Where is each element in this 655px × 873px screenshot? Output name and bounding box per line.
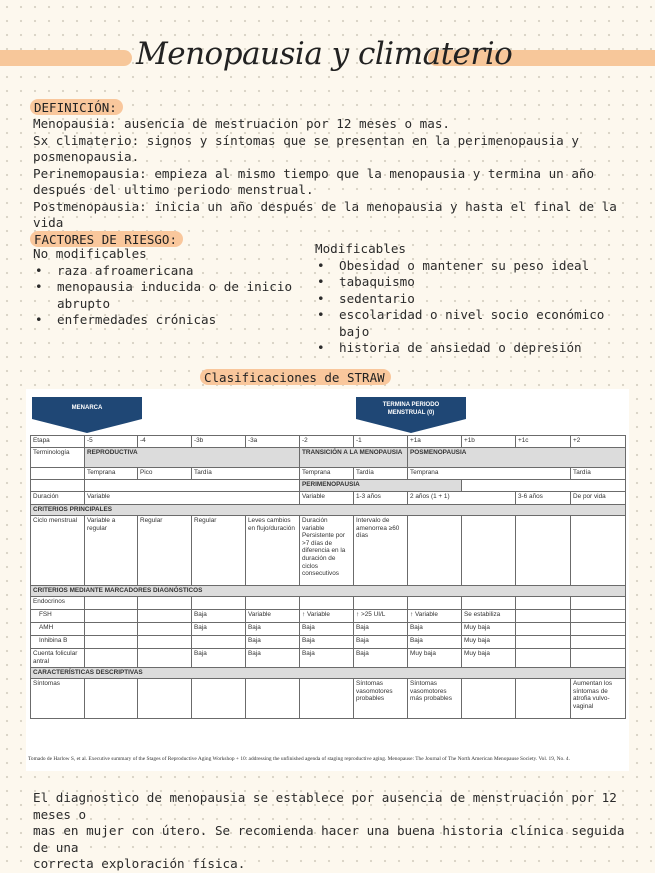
title-bar-left xyxy=(0,50,132,66)
conclusion-line: mas en mujer con útero. Se recomienda hacer una buena historia clínica seguida de una xyxy=(33,823,625,855)
cell-reproductiva: REPRODUCTIVA xyxy=(85,448,300,468)
banner-menarca: MENARCA xyxy=(32,397,142,419)
cell-empty xyxy=(85,480,300,492)
table-row-etapa xyxy=(31,436,626,448)
cell-baja: Baja xyxy=(246,649,300,668)
cell-etapa: -2 xyxy=(300,436,354,448)
no-modificables-label: No modificables xyxy=(33,246,147,261)
cell-terminologia-label: Terminología xyxy=(31,448,85,468)
table-row-fsh xyxy=(31,610,626,623)
table-row-section xyxy=(31,586,626,597)
cell-baja: Baja xyxy=(246,636,300,649)
cell-empty xyxy=(31,468,85,480)
banner-termina-periodo xyxy=(356,397,466,419)
definicion-line: después del ultimo periodo menstrual. xyxy=(33,182,314,197)
section-caracteristicas: CARACTERÍSTICAS DESCRIPTIVAS xyxy=(31,668,626,679)
modificables-block xyxy=(315,241,635,357)
definicion-line: Menopausia: ausencia de mestruacion por 12 meses o mas. xyxy=(33,116,451,131)
no-modificables-list-2 xyxy=(33,312,303,329)
cell-variable: Variable xyxy=(246,610,300,623)
list-item: • sedentario xyxy=(315,291,635,308)
cell-etapa-label: Etapa xyxy=(31,436,85,448)
cell-muy-baja: Muy baja xyxy=(462,649,516,668)
banner-right-arrow xyxy=(356,419,466,433)
cell-baja: Baja xyxy=(246,623,300,636)
cell-duracion-label: Duración xyxy=(31,492,85,505)
definicion-line: posmenopausia. xyxy=(33,149,140,164)
cell-empty xyxy=(571,516,626,586)
cell-transicion: TRANSICIÓN A LA MENOPAUSIA xyxy=(300,448,408,468)
cell-cuenta-label: Cuenta folicular antral xyxy=(31,649,85,668)
conclusion-line: El diagnostico de menopausia se establece por ausencia de menstruación por 12 meses o xyxy=(33,790,617,822)
cell-sintomas-3: Aumentan los síntomas de atrofia vulvo-vaginal xyxy=(571,679,626,719)
no-modificables-block xyxy=(33,246,303,329)
cell-etapa: -4 xyxy=(138,436,192,448)
cell-etapa: +2 xyxy=(571,436,626,448)
table-row-duracion xyxy=(31,492,626,505)
cell-inhibina-label: Inhibina B xyxy=(31,636,85,649)
cell-pico: Pico xyxy=(138,468,192,480)
table-row-perimenopausia xyxy=(31,480,626,492)
cell-sintomas-label: Síntomas xyxy=(31,679,85,719)
title-banner xyxy=(0,34,655,84)
table-row-endocrinos xyxy=(31,597,626,610)
banner-right-line-2: MENSTRUAL (0) xyxy=(387,410,435,416)
section-criterios-marcadores: CRITERIOS MEDIANTE MARCADORES DIAGNÓSTICOS xyxy=(31,586,626,597)
banner-right-line-1: TERMINA PERIODO xyxy=(382,402,440,408)
cell-up-variable: ↑ Variable xyxy=(300,610,354,623)
cell-endocrinos: Endocrinos xyxy=(31,597,85,610)
cell-muy-baja: Muy baja xyxy=(408,649,462,668)
cell-etapa: +1c xyxy=(516,436,571,448)
straw-table-figure xyxy=(26,389,629,771)
cell-sintomas-1: Síntomas vasomotores probables xyxy=(354,679,408,719)
cell-empty xyxy=(408,516,462,586)
cell-tardia: Tardía xyxy=(571,468,626,480)
cell-etapa: +1b xyxy=(462,436,516,448)
cell-etapa: -3a xyxy=(246,436,300,448)
cell-muy-baja: Muy baja xyxy=(462,623,516,636)
banner-left-arrow xyxy=(32,419,142,433)
straw-heading: Clasificaciones de STRAW xyxy=(200,369,391,385)
cell-sintomas-2: Síntomas vasomotores más probables xyxy=(408,679,462,719)
riesgo-heading: FACTORES DE RIESGO: xyxy=(30,231,183,247)
cell-leves: Leves cambios en flujo/duración xyxy=(246,516,300,586)
list-item: • enfermedades crónicas xyxy=(33,312,303,329)
table-row-section xyxy=(31,505,626,516)
section-criterios-principales: CRITERIOS PRINCIPALES xyxy=(31,505,626,516)
list-item-continuation: abrupto xyxy=(57,295,111,311)
banner-arrows xyxy=(26,389,629,439)
cell-baja: Baja xyxy=(408,636,462,649)
cell-regular: Regular xyxy=(138,516,192,586)
cell-baja: Baja xyxy=(192,623,246,636)
table-row-subterm xyxy=(31,468,626,480)
cell-etapa: +1a xyxy=(408,436,462,448)
list-item: • menopausia inducida o de inicio xyxy=(33,279,303,296)
cell-intervalo: Intervalo de amenorrea ≥60 días xyxy=(354,516,408,586)
cell-baja: Baja xyxy=(354,636,408,649)
cell-perimenopausia: PERIMENOPAUSIA xyxy=(300,480,462,492)
cell-posmenopausia: POSMENOPAUSIA xyxy=(408,448,626,468)
table-row-terminologia xyxy=(31,448,626,468)
cell-regular: Regular xyxy=(192,516,246,586)
cell-ciclo-label: Ciclo menstrual xyxy=(31,516,85,586)
table-row-cuenta xyxy=(31,649,626,668)
conclusion-text xyxy=(33,790,633,873)
definicion-line: Postmenopausia: inicia un año después de la menopausia y hasta el final de la vida xyxy=(33,198,617,230)
conclusion-line: correcta exploración física. xyxy=(33,856,246,871)
cell-variable: Variable xyxy=(85,492,300,505)
citation: Tomado de Harlow S, et al. Executive summary of the Stages of Reproductive Aging Workshop + 10: addressing the unfinished agenda of staging reproductive aging. Menopause: The Journal of The North American Menopause Society. Vol. 19, No. 4. xyxy=(28,756,570,762)
modificables-list xyxy=(315,258,635,357)
modificables-label: Modificables xyxy=(315,241,406,256)
cell-baja: Baja xyxy=(300,636,354,649)
cell-ciclo: Variable a regular xyxy=(85,516,138,586)
list-item: • escolaridad o nivel socio económico bajo xyxy=(315,307,635,340)
page-title: Menopausia y climaterio xyxy=(136,36,513,72)
cell-baja: Baja xyxy=(300,623,354,636)
straw-table xyxy=(30,435,626,719)
cell-empty xyxy=(516,516,571,586)
definicion-text xyxy=(33,116,633,232)
cell-baja: Baja xyxy=(300,649,354,668)
definicion-line: Sx climaterio: signos y síntomas que se presentan en la perimenopausia y xyxy=(33,132,579,148)
cell-d2: 2 años (1 + 1) xyxy=(408,492,516,505)
cell-baja: Baja xyxy=(408,623,462,636)
table-row-amh xyxy=(31,623,626,636)
cell-amh-label: AMH xyxy=(31,623,85,636)
cell-empty xyxy=(462,480,626,492)
definicion-heading: DEFINICIÓN: xyxy=(30,99,123,115)
cell-d36: 3-6 años xyxy=(516,492,571,505)
cell-etapa: -5 xyxy=(85,436,138,448)
cell-fsh-label: FSH xyxy=(31,610,85,623)
cell-temprana: Temprana xyxy=(85,468,138,480)
cell-dvida: De por vida xyxy=(571,492,626,505)
cell-etapa: -3b xyxy=(192,436,246,448)
cell-variable: Variable xyxy=(300,492,354,505)
cell-duracion-variable: Duración variable Persistente por >7 días de diferencia en la duración de ciclos consecutivos xyxy=(300,516,354,586)
cell-empty xyxy=(462,516,516,586)
table-row-inhibina xyxy=(31,636,626,649)
cell-muy-baja: Muy baja xyxy=(462,636,516,649)
cell-up-25: ↑ >25 UI/L xyxy=(354,610,408,623)
table-row-ciclo xyxy=(31,516,626,586)
list-item: • historia de ansiedad o depresión xyxy=(315,340,635,357)
cell-etapa: -1 xyxy=(354,436,408,448)
list-item: • tabaquismo xyxy=(315,274,635,291)
table-row-sintomas xyxy=(31,679,626,719)
list-item: • Obesidad o mantener su peso ideal xyxy=(315,258,635,275)
cell-d13: 1-3 años xyxy=(354,492,408,505)
cell-baja: Baja xyxy=(354,649,408,668)
cell-tardia: Tardía xyxy=(354,468,408,480)
cell-up-variable: ↑ Variable xyxy=(408,610,462,623)
cell-temprana: Temprana xyxy=(408,468,571,480)
no-modificables-list xyxy=(33,263,303,296)
cell-temprana: Temprana xyxy=(300,468,354,480)
cell-baja: Baja xyxy=(192,649,246,668)
cell-tardia: Tardía xyxy=(192,468,300,480)
cell-empty xyxy=(31,480,85,492)
cell-estabiliza: Se estabiliza xyxy=(462,610,516,623)
table-row-section xyxy=(31,668,626,679)
list-item: • raza afroamericana xyxy=(33,263,303,280)
cell-baja: Baja xyxy=(192,610,246,623)
definicion-line: Perinemopausia: empieza al mismo tiempo que la menopausia y termina un año xyxy=(33,165,595,181)
cell-baja: Baja xyxy=(354,623,408,636)
